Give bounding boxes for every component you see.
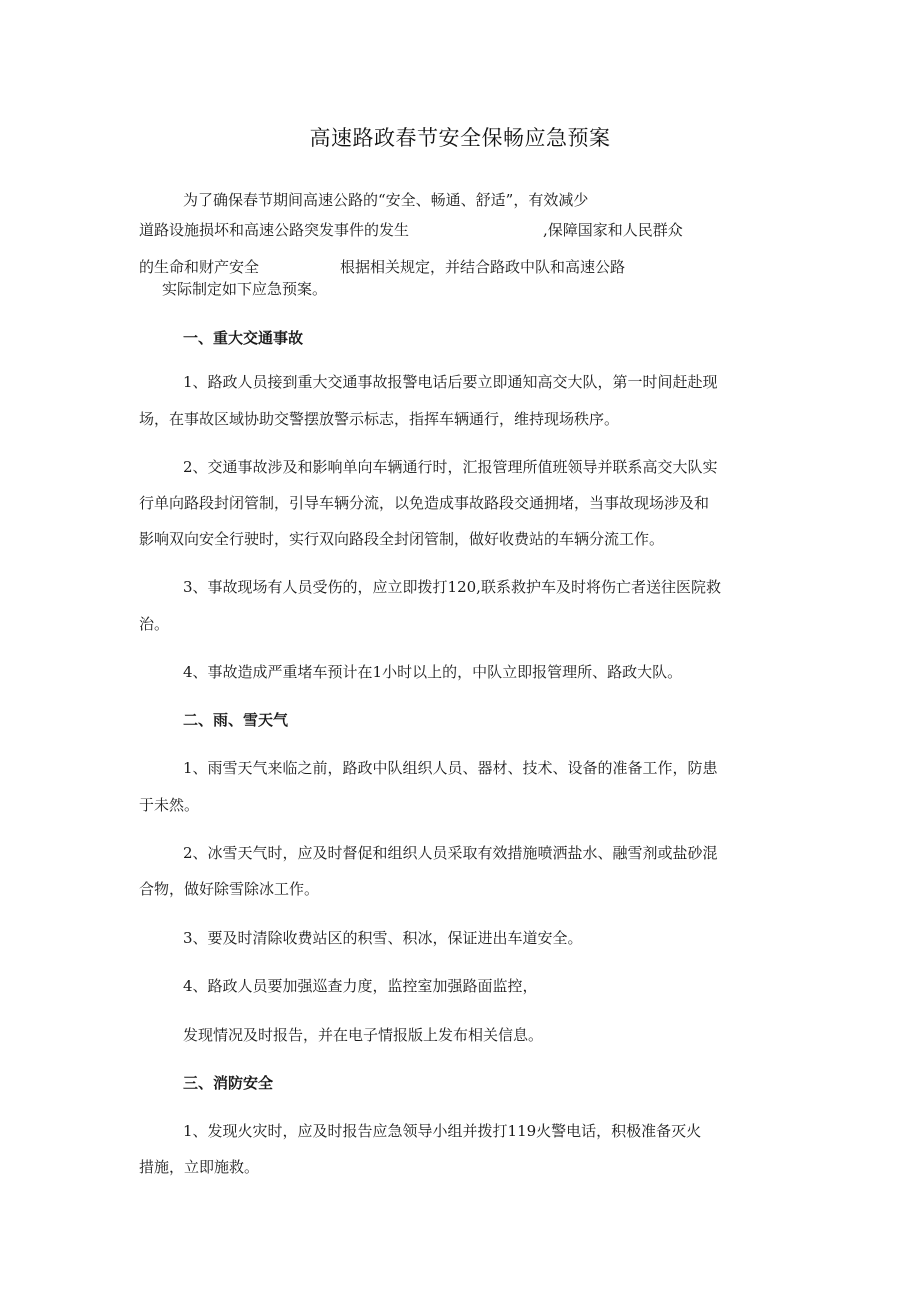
paragraph-line: 2、冰雪天气时，应及时督促和组织人员采取有效措施喷洒盐水、融雪剂或盐砂混 xyxy=(183,844,718,862)
intro-line-4: 实际制定如下应急预案。 xyxy=(162,280,328,298)
paragraph-line: 3、事故现场有人员受伤的，应立即拨打120,联系救护车及时将伤亡者送往医院救 xyxy=(183,578,721,596)
paragraph-line: 合物，做好除雪除冰工作。 xyxy=(139,880,320,898)
paragraph-line: 1、发现火灾时，应及时报告应急领导小组并拨打119火警电话，积极准备灭火 xyxy=(183,1122,702,1140)
paragraph-line: 场，在事故区域协助交警摆放警示标志，指挥车辆通行，维持现场秩序。 xyxy=(139,410,620,428)
paragraph-line: 3、要及时清除收费站区的积雪、积冰，保证进出车道安全。 xyxy=(183,929,583,947)
section-heading-traffic-accident: 一、重大交通事故 xyxy=(183,329,304,347)
paragraph-line: 影响双向安全行驶时，实行双向路段全封闭管制，做好收费站的车辆分流工作。 xyxy=(139,530,665,548)
paragraph-line: 1、雨雪天气来临之前，路政中队组织人员、器材、技术、设备的准备工作，防患 xyxy=(183,759,718,777)
document-title: 高速路政春节安全保畅应急预案 xyxy=(309,126,611,150)
paragraph-line: 2、交通事故涉及和影响单向车辆通行时，汇报管理所值班领导并联系高交大队实 xyxy=(183,458,718,476)
intro-line-2b: ,保障国家和人民群众 xyxy=(543,221,683,239)
paragraph-line: 治。 xyxy=(139,615,170,633)
paragraph-line: 4、路政人员要加强巡查力度，监控室加强路面监控， xyxy=(183,977,538,995)
paragraph-line: 措施，立即施救。 xyxy=(139,1158,260,1176)
intro-line-1: 为了确保春节期间高速公路的“安全、畅通、舒适”，有效减少 xyxy=(183,191,589,209)
paragraph-line: 4、事故造成严重堵车预计在1小时以上的，中队立即报管理所、路政大队。 xyxy=(183,663,683,681)
paragraph-line: 于未然。 xyxy=(139,796,200,814)
intro-line-3a: 的生命和财产安全 xyxy=(139,258,260,276)
paragraph-line: 1、路政人员接到重大交通事故报警电话后要立即通知高交大队，第一时间赶赴现 xyxy=(183,373,718,391)
paragraph-line: 行单向路段封闭管制，引导车辆分流，以免造成事故路段交通拥堵，当事故现场涉及和 xyxy=(139,494,710,512)
section-heading-rain-snow: 二、雨、雪天气 xyxy=(183,711,289,729)
intro-line-2a: 道路设施损坏和高速公路突发事件的发生 xyxy=(139,221,410,239)
paragraph-line: 发现情况及时报告，并在电子情报版上发布相关信息。 xyxy=(183,1026,544,1044)
intro-line-3b: 根据相关规定，并结合路政中队和高速公路 xyxy=(340,258,626,276)
section-heading-fire-safety: 三、消防安全 xyxy=(183,1074,274,1092)
